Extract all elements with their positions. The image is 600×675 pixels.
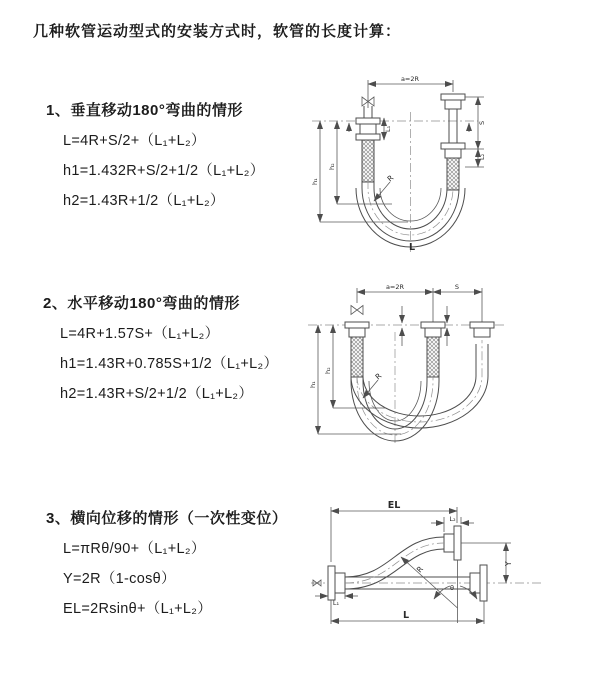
dim-length: [331, 600, 484, 624]
formula-h2: h2=1.43R+S/2+1/2（L₁+L₂）: [60, 386, 254, 402]
formula-length: L=4R+S/2+（L₁+L₂）: [63, 133, 206, 149]
right-fitting: [470, 322, 494, 337]
right-flange: [470, 565, 487, 601]
dim-span: [368, 75, 453, 108]
formula-y: Y=2R（1-cosθ）: [63, 571, 176, 587]
formula-h1: h1=1.43R+0.785S+1/2（L₁+L₂）: [60, 356, 279, 372]
section-3-heading: 3、横向位移的情形（一次性变位）: [46, 510, 288, 527]
label-theta: θ: [450, 584, 454, 592]
section-2-heading: 2、水平移动180°弯曲的情形: [43, 295, 240, 312]
dim-s: [465, 97, 486, 149]
page-title: 几种软管运动型式的安装方式时，软管的长度计算：: [33, 23, 402, 40]
label-r: R: [373, 371, 384, 382]
label-h2: h₂: [324, 367, 332, 374]
formula-h1: h1=1.432R+S/2+1/2（L₁+L₂）: [63, 163, 265, 179]
dim-l2: [465, 149, 486, 167]
label-r: R: [414, 564, 425, 575]
dim-el: [331, 500, 457, 562]
section-1-heading: 1、垂直移动180°弯曲的情形: [46, 102, 243, 119]
diagram-vertical-180-bend: [310, 70, 590, 266]
label-h2: h₂: [328, 163, 336, 170]
dim-l2: [431, 515, 474, 532]
label-h1: h₁: [311, 178, 319, 185]
formula-h2: h2=1.43R+1/2（L₁+L₂）: [63, 193, 225, 209]
label-length: L: [409, 242, 416, 253]
label-length: L: [403, 610, 410, 621]
label-s: S: [478, 120, 486, 125]
dim-span: [357, 283, 482, 322]
left-flange: [328, 566, 345, 600]
formula-el: EL=2Rsinθ+（L₁+L₂）: [63, 601, 213, 617]
label-a-2r: a=2R: [400, 75, 420, 83]
label-h1: h₁: [309, 381, 317, 388]
section-vertical-180: [46, 103, 346, 209]
hose-u-displaced: [351, 340, 488, 428]
dim-l1: [315, 593, 358, 607]
radius-callout: [374, 173, 395, 201]
diagram-horizontal-180-bend: [306, 276, 591, 461]
section-horizontal-180: [43, 296, 343, 402]
label-r: R: [385, 173, 396, 184]
label-s: S: [454, 283, 460, 291]
label-y: Y: [504, 561, 513, 566]
middle-fitting: [421, 322, 445, 377]
right-fitting: [441, 94, 465, 190]
left-fitting: [345, 322, 369, 377]
upper-flange: [444, 526, 461, 560]
valve-icon: [351, 306, 363, 315]
label-a-2r: a=2R: [385, 283, 405, 291]
left-fitting: [356, 106, 380, 182]
diagram-lateral-displacement: [303, 496, 593, 646]
section-lateral-displacement: [46, 511, 346, 617]
label-el: EL: [387, 500, 401, 511]
label-l1: L₁: [332, 599, 340, 607]
formula-length: L=4R+1.57S+（L₁+L₂）: [60, 326, 220, 342]
label-l2: L₂: [478, 153, 486, 160]
hose-s-curve: [345, 537, 444, 589]
label-l1: L₁: [384, 125, 392, 132]
radius-callout: [363, 371, 383, 398]
dim-s: [433, 283, 482, 292]
formula-length: L=πRθ/90+（L₁+L₂）: [63, 541, 206, 557]
label-l2: L₂: [449, 515, 456, 523]
